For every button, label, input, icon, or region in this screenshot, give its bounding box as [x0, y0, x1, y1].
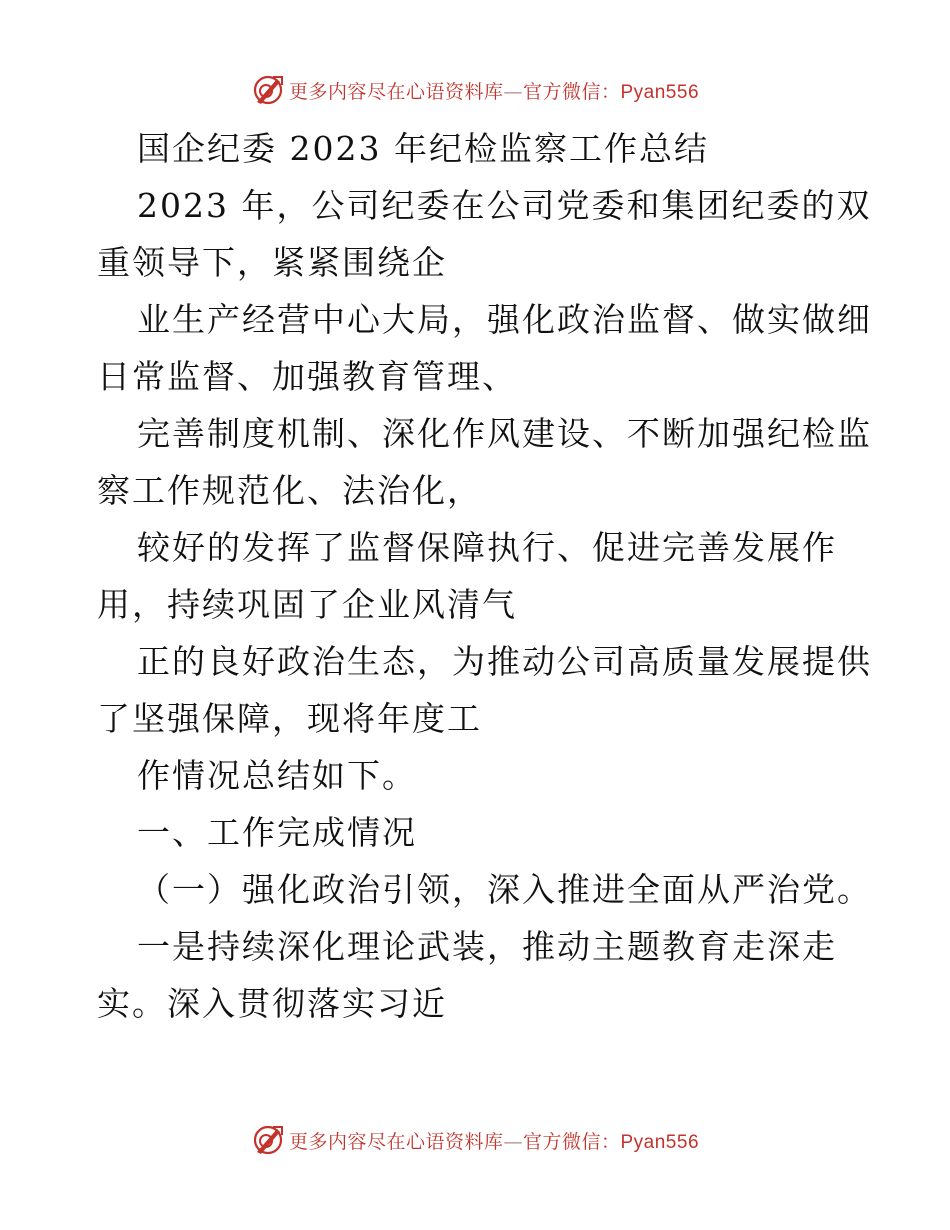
document-body — [97, 120, 872, 1032]
paragraph-line: 业生产经营中心大局，强化政治监督、做实做细 — [137, 300, 872, 339]
banner-suffix: 官方微信： — [522, 1130, 621, 1153]
footer-banner — [0, 1120, 950, 1160]
quill-logo-icon — [251, 73, 285, 107]
banner-wechat-id: Pyan556 — [620, 81, 700, 103]
paragraph-line: 察工作规范化、法治化， — [97, 471, 482, 510]
paragraph-line: 实。深入贯彻落实习近 — [97, 984, 447, 1023]
banner-dash: — — [503, 1130, 523, 1153]
banner-wechat-id: Pyan556 — [620, 1131, 700, 1153]
paragraph-line: 用，持续巩固了企业风清气 — [97, 585, 517, 624]
banner-main-text: 更多内容尽在心语资料库 — [288, 1130, 504, 1153]
banner-main-text: 更多内容尽在心语资料库 — [288, 80, 504, 103]
paragraph-line: 正的良好政治生态，为推动公司高质量发展提供 — [137, 642, 872, 681]
paragraph-line: 重领导下，紧紧围绕企 — [97, 243, 447, 282]
section-heading: 一、工作完成情况 — [137, 813, 417, 852]
paragraph-line: 作情况总结如下。 — [137, 756, 417, 795]
paragraph-line: 一是持续深化理论武装，推动主题教育走深走 — [137, 927, 837, 966]
paragraph-line: 日常监督、加强教育管理、 — [97, 357, 517, 396]
paragraph-line: 较好的发挥了监督保障执行、促进完善发展作 — [137, 528, 837, 567]
paragraph-line: 2023 年，公司纪委在公司党委和集团纪委的双 — [137, 186, 872, 225]
subsection-heading: （一）强化政治引领，深入推进全面从严治党。 — [137, 870, 872, 909]
paragraph-line: 了坚强保障，现将年度工 — [97, 699, 482, 738]
banner-dash: — — [503, 80, 523, 103]
banner-text — [289, 1127, 699, 1154]
document-title: 国企纪委 2023 年纪检监察工作总结 — [137, 129, 709, 168]
quill-logo-icon — [251, 1123, 285, 1157]
banner-text — [289, 77, 699, 104]
header-banner — [0, 70, 950, 110]
banner-suffix: 官方微信： — [522, 80, 621, 103]
paragraph-line: 完善制度机制、深化作风建设、不断加强纪检监 — [137, 414, 872, 453]
